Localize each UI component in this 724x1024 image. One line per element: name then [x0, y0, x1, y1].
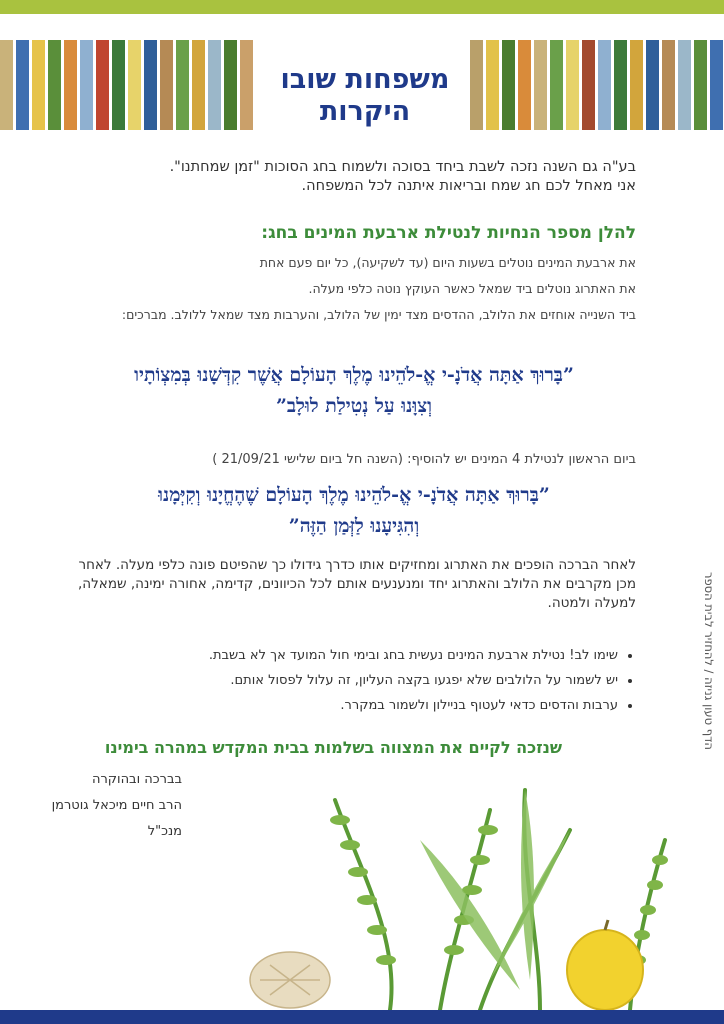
side-note: הדף טעון גניזה / להחזיר לבית הספר: [702, 572, 716, 750]
blessing-line: וְהִגִּיעָנוּ לַזְּמַן הַזֶּה”: [288, 515, 420, 537]
blessing-line: וְצִוָּנוּ עַל נְטִילַת לוּלָב”: [275, 395, 433, 417]
rule-line: ביד השנייה אוחזים את הלולב, ההדסים מצד ימין של הלולב, והערבות מצד שמאל ללולב. מברכים:: [121, 307, 636, 322]
instructions-heading: להלן מספר הנחיות לנטילת ארבעת המינים בחג:: [261, 223, 636, 243]
first-day-note: ביום הראשון לנטילת 4 המינים יש להוסיף: (השנה חל ביום שלישי 21/09/21 ): [212, 452, 636, 467]
photo-strip-right: [470, 40, 723, 130]
page-title: [260, 64, 470, 128]
four-species-illustration: [240, 780, 710, 1010]
title-line-1: משפחות שובו: [280, 64, 450, 95]
note-item: • יש לשמור על הלולבים שלא יפגעו בקצה העליון, זה עלול לפסול אותם.: [78, 668, 618, 693]
blessing-line: ”בָּרוּךְ אַתָּה אֲדֹנָ-י אֱ-לֹהֵינוּ מֶלֶךְ הָעוֹלָם אֲשֶׁר קִדְּשָׁנוּ בְּמִצְוֹתָיו: [134, 364, 574, 386]
blessing-lulav: [94, 360, 614, 422]
notes-list: [78, 643, 636, 718]
intro-line: אני מאחל לכם חג שמח ובריאות איתנה לכל המשפחה.: [301, 178, 636, 194]
intro-text: [76, 158, 636, 196]
signature-name: הרב חיים מיכאל גוטרמן: [51, 798, 182, 813]
rule-line: את האתרוג נוטלים ביד שמאל כאשר העוקץ נוטה כלפי מעלה.: [308, 281, 636, 296]
bottom-accent-bar: [0, 1010, 724, 1024]
blessing-shehecheyanu: [94, 480, 614, 542]
signature-line: בברכה ובהוקרה: [91, 772, 182, 787]
note-item: • שימו לב! נטילת ארבעת המינים נעשית בחג ובימי חול המועד אך לא בשבת.: [78, 643, 618, 668]
after-blessing-text: לאחר הברכה הופכים את האתרוג ומחזיקים אותו כדרך גידולו כך שהפיטם פונה כלפי מעלה. לאחר מכן מקרבים את הלולב והאתרוג יחד ומנענעים אותם לכל הכיוונים, קדימה, אחורה ימינה, שמאלה, למעלה ולמטה.: [78, 557, 636, 611]
photo-strip-left: [0, 40, 253, 130]
signature-title: מנכ"ל: [147, 824, 182, 839]
title-line-2: היקרות: [319, 96, 411, 127]
blessing-line: ”בָּרוּךְ אַתָּה אֲדֹנָ-י אֱ-לֹהֵינוּ מֶלֶךְ הָעוֹלָם שֶׁהֶחֱיָנוּ וְקִיְּמָנוּ: [158, 484, 550, 506]
top-accent-bar: [0, 0, 724, 14]
note-item: • ערבות והדסים כדאי לעטוף בניילון ולשמור במקרר.: [78, 693, 618, 718]
closing-blessing: שנזכה לקיים את המצווה בשלמות בבית המקדש במהרה בימינו: [104, 738, 562, 757]
intro-line: בע"ה גם השנה נזכה לשבת ביחד בסוכה ולשמוח בחג הסוכות "זמן שמחתנו".: [169, 159, 636, 175]
rule-line: את ארבעת המינים נוטלים בשעות היום (עד לשקיעה), כל יום פעם אחת: [259, 255, 636, 270]
